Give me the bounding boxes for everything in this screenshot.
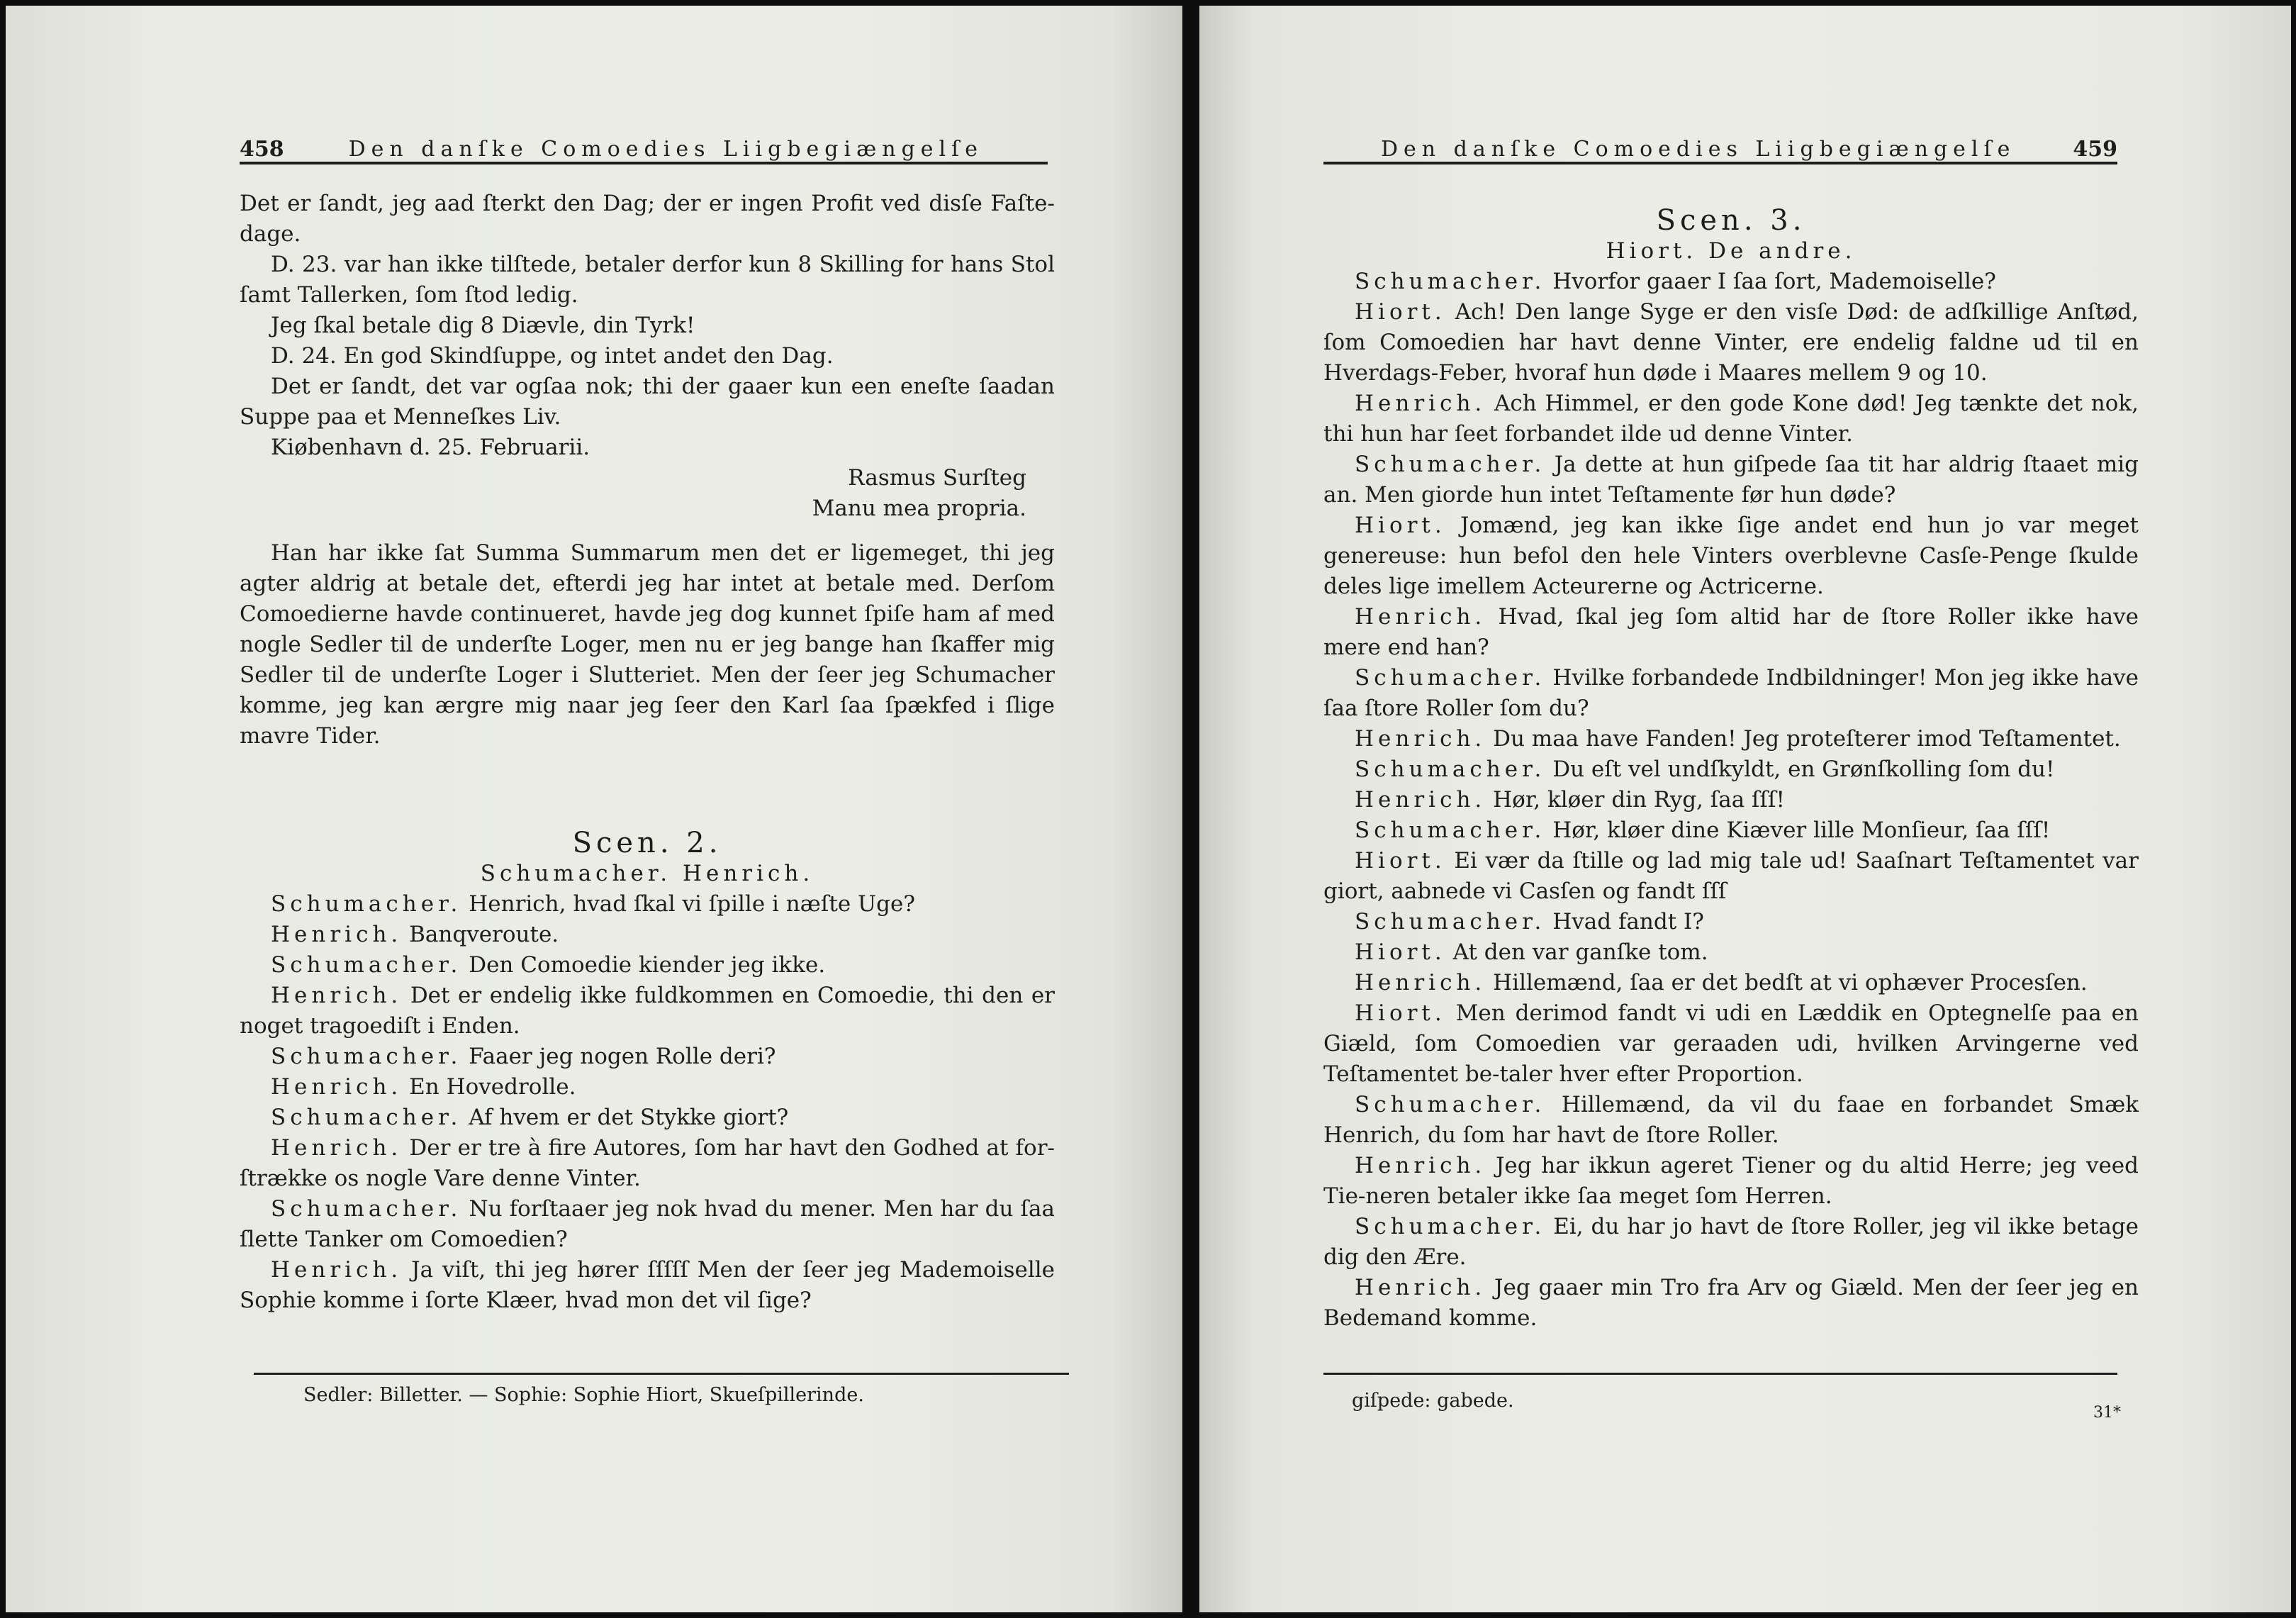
- dialogue-line: [240, 1255, 1055, 1316]
- signature-mark: 31*: [2093, 1404, 2121, 1422]
- dialogue-text: Men derimod fandt vi udi en Læddik en Optegnelſe paa en Giæld, ſom Comoedien var geraaden udi, hvilken Arvingerne ved Teſtamentet be-taler hver efter Proportion.: [1323, 1000, 2139, 1087]
- dialogue-line: [1323, 815, 2139, 846]
- dialogue-text: Hør, kløer din Ryg, ſaa ſſſ!: [1493, 787, 1785, 813]
- dialogue-line: [1323, 1151, 2139, 1212]
- speaker-name: Schumacher.: [1355, 665, 1546, 691]
- dialogue-line: [1323, 389, 2139, 450]
- dialogue-text: Den Comoedie kiender jeg ikke.: [469, 952, 826, 978]
- speaker-name: Schumacher.: [271, 891, 462, 917]
- right-page: [1199, 6, 2291, 1612]
- text-line: Det er ſandt, jeg aad ſterkt den Dag; der er ingen Profit ved disſe Faſte-dage.: [240, 191, 1055, 247]
- speaker-name: Schumacher.: [1355, 818, 1546, 843]
- dialogue-text: Ei vær da ſtille og lad mig tale ud! Saaſnart Teſtamentet var giort, aabnede vi Casſen og fandt ſſſ: [1323, 848, 2139, 904]
- dialogue-text: Ach Himmel, er den gode Kone død! Jeg tænkte det nok, thi hun har ſeet forbandet ilde ud denne Vinter.: [1323, 391, 2139, 447]
- footnote-rule: [1323, 1373, 2117, 1375]
- dialogue-text: Banqveroute.: [409, 922, 559, 947]
- dialogue-text: Ja dette at hun giſpede ſaa tit har aldrig ſtaaet mig an. Men giorde hun intet Teſtamente før hun døde?: [1323, 452, 2139, 508]
- text-line: Det er ſandt, det var ogſaa nok; thi der gaaer kun een eneſte ſaadan Suppe paa et Menneſkes Liv.: [240, 374, 1055, 430]
- dialogue-text: Jeg gaaer min Tro fra Arv og Giæld. Men der ſeer jeg en Bedemand komme.: [1323, 1275, 2139, 1331]
- left-page-number: 458: [240, 137, 284, 162]
- dialogue-text: Du maa have Fanden! Jeg proteſterer imod Teſtamentet.: [1493, 726, 2121, 752]
- speaker-name: Hiort.: [1355, 848, 1446, 874]
- paragraph: Han har ikke ſat Summa Summarum men det er ligemeget, thi jeg agter aldrig at betale det, efterdi jeg har intet at betale med. Derſom Comoedierne havde continueret, havde jeg dog kunnet ſpiſe ham af med nogle Sedler til de underſte Loger, men nu er jeg bange han ſkaffer mig Sedler til de underſte Loger i Slutteriet. Men der ſeer jeg Schumacher komme, jeg kan ærgre mig naar jeg ſeer den Karl ſaa ſpækfed i ſlige mavre Tider.: [240, 540, 1055, 749]
- dialogue-text: Det er endelig ikke fuldkommen en Comoedie, thi den er noget tragoediſt i Enden.: [240, 983, 1055, 1039]
- dialogue-line: [1323, 968, 2139, 998]
- speaker-name: Schumacher.: [1355, 1092, 1546, 1117]
- signature-name: Rasmus Surſteg: [848, 465, 1026, 491]
- dialogue-text: Hvad, ſkal jeg ſom altid har de ſtore Roller ikke have mere end han?: [1323, 604, 2139, 660]
- dialogue-line: [1323, 663, 2139, 724]
- dialogue-line: [1323, 1273, 2139, 1334]
- dialogue-text: Ach! Den lange Syge er den visſe Død: de adſkillige Anſtød, ſom Comoedien har havt denne Vinter, ere endelig faldne ud til en Hverdags-Feber, hvoraf hun døde i Maares mellem 9 og 10.: [1323, 299, 2139, 386]
- dialogue-text: Faaer jeg nogen Rolle deri?: [469, 1044, 776, 1069]
- speaker-name: Henrich.: [1355, 391, 1486, 416]
- dialogue-text: En Hovedrolle.: [409, 1074, 576, 1100]
- scene-persons: Schumacher. Henrich.: [480, 861, 814, 886]
- dialogue-line: [240, 950, 1055, 981]
- dialogue-line: [240, 1103, 1055, 1133]
- dialogue-text: Hvorfor gaaer I ſaa ſort, Mademoiselle?: [1552, 269, 1996, 294]
- speaker-name: Hiort.: [1355, 939, 1446, 965]
- dialogue-text: Ei, du har jo havt de ſtore Roller, jeg vil ikke betage dig den Ære.: [1323, 1214, 2139, 1270]
- speaker-name: Schumacher.: [271, 1196, 462, 1222]
- speaker-name: Schumacher.: [1355, 909, 1546, 934]
- left-dialogue: [240, 889, 1055, 1316]
- dialogue-text: Henrich, hvad ſkal vi ſpille i næſte Uge?: [469, 891, 915, 917]
- dialogue-text: Ja viſt, thi jeg hører ſſſſſ Men der ſeer jeg Mademoiselle Sophie komme i ſorte Klæer, hvad mon det vil ſige?: [240, 1257, 1055, 1313]
- speaker-name: Henrich.: [1355, 970, 1486, 995]
- right-footnote: giſpede: gabede.: [1352, 1390, 1514, 1412]
- left-footnote: Sedler: Billetter. — Sophie: Sophie Hiort, Skueſpillerinde.: [303, 1384, 864, 1406]
- speaker-name: Henrich.: [1355, 1275, 1486, 1300]
- dialogue-text: Hvad fandt I?: [1552, 909, 1704, 934]
- dialogue-line: [1323, 297, 2139, 389]
- right-running-head: [1323, 119, 2117, 164]
- right-dialogue: [1323, 267, 2139, 1334]
- speaker-name: Henrich.: [271, 1257, 403, 1283]
- left-body-text: [240, 189, 1055, 1316]
- dialogue-line: [1323, 450, 2139, 510]
- dialogue-line: [240, 1072, 1055, 1103]
- text-line: Jeg ſkal betale dig 8 Diævle, din Tyrk!: [271, 313, 695, 338]
- speaker-name: Schumacher.: [271, 952, 462, 978]
- dialogue-text: Hør, kløer dine Kiæver lille Monſieur, ſaa ſſſ!: [1552, 818, 2051, 843]
- speaker-name: Hiort.: [1355, 299, 1446, 325]
- speaker-name: Schumacher.: [1355, 757, 1546, 782]
- speaker-name: Schumacher.: [1355, 1214, 1546, 1239]
- dialogue-line: [1323, 937, 2139, 968]
- speaker-name: Hiort.: [1355, 1000, 1446, 1026]
- dialogue-text: Hillemænd, da vil du faae en forbandet Smæk Henrich, du ſom har havt de ſtore Roller.: [1323, 1092, 2139, 1148]
- dialogue-line: [1323, 846, 2139, 907]
- dialogue-line: [1323, 510, 2139, 602]
- dialogue-line: [240, 1194, 1055, 1255]
- dialogue-text: Hillemænd, ſaa er det bedſt at vi ophæver Procesſen.: [1493, 970, 2088, 995]
- speaker-name: Hiort.: [1355, 513, 1446, 538]
- speaker-name: Henrich.: [271, 1135, 403, 1161]
- dialogue-line: [240, 889, 1055, 920]
- left-running-head: [240, 119, 1048, 164]
- scene-title: Scen. 3.: [1656, 204, 1806, 237]
- dialogue-line: [1323, 907, 2139, 937]
- dialogue-line: [1323, 998, 2139, 1090]
- dialogue-line: [1323, 602, 2139, 663]
- dialogue-text: Nu forſtaaer jeg nok hvad du mener. Men har du ſaa ſlette Tanker om Comoedien?: [240, 1196, 1055, 1252]
- place-date: Kiøbenhavn d. 25. Februarii.: [271, 435, 590, 460]
- dialogue-text: Af hvem er det Stykke giort?: [469, 1105, 789, 1130]
- dialogue-text: Hvilke forbandede Indbildninger! Mon jeg ikke have ſaa ſtore Roller ſom du?: [1323, 665, 2139, 721]
- signature-latin: Manu mea propria.: [812, 496, 1026, 521]
- speaker-name: Henrich.: [1355, 604, 1486, 630]
- dialogue-line: [1323, 724, 2139, 754]
- speaker-name: Henrich.: [1355, 1153, 1486, 1178]
- speaker-name: Schumacher.: [271, 1044, 462, 1069]
- speaker-name: Henrich.: [271, 922, 403, 947]
- speaker-name: Henrich.: [271, 1074, 403, 1100]
- right-body-text: [1323, 206, 2139, 1334]
- dialogue-line: [1323, 754, 2139, 785]
- speaker-name: Schumacher.: [1355, 452, 1546, 477]
- footnote-rule: [254, 1373, 1069, 1375]
- dialogue-line: [240, 920, 1055, 950]
- dialogue-text: At den var ganſke tom.: [1452, 939, 1708, 965]
- dialogue-text: Du eſt vel undſkyldt, en Grønſkolling ſom du!: [1552, 757, 2055, 782]
- right-running-title: Den danſke Comoedies Liigbegiængelſe: [1380, 137, 2016, 162]
- dialogue-text: Jomænd, jeg kan ikke ſige andet end hun jo var meget genereuse: hun befol den hele Vinters overblevne Casſe-Penge ſkulde deles lige imellem Acteurerne og Actricerne.: [1323, 513, 2139, 599]
- dialogue-line: [1323, 1090, 2139, 1151]
- left-running-title: Den danſke Comoedies Liigbegiængelſe: [348, 137, 984, 162]
- dialogue-text: Der er tre à fire Autores, ſom har havt den Godhed at for-ſtrække os nogle Vare denne Vinter.: [240, 1135, 1055, 1191]
- dialogue-line: [240, 1042, 1055, 1072]
- dialogue-line: [240, 1133, 1055, 1194]
- dialogue-line: [1323, 1212, 2139, 1273]
- dialogue-line: [1323, 785, 2139, 815]
- speaker-name: Henrich.: [1355, 726, 1486, 752]
- text-line: D. 24. En god Skindſuppe, og intet andet den Dag.: [271, 343, 834, 369]
- speaker-name: Schumacher.: [271, 1105, 462, 1130]
- speaker-name: Henrich.: [271, 983, 403, 1008]
- scene-title: Scen. 2.: [572, 827, 722, 859]
- right-page-number: 459: [2073, 137, 2117, 162]
- scene-persons: Hiort. De andre.: [1606, 238, 1857, 264]
- speaker-name: Henrich.: [1355, 787, 1486, 813]
- dialogue-line: [240, 981, 1055, 1042]
- dialogue-line: [1323, 267, 2139, 297]
- speaker-name: Schumacher.: [1355, 269, 1546, 294]
- left-page: [6, 6, 1182, 1612]
- text-line: D. 23. var han ikke tilſtede, betaler derfor kun 8 Skilling for hans Stol ſamt Tallerken, ſom ſtod ledig.: [240, 252, 1055, 308]
- dialogue-text: Jeg har ikkun ageret Tiener og du altid Herre; jeg veed Tie-neren betaler ikke ſaa meget ſom Herren.: [1323, 1153, 2139, 1209]
